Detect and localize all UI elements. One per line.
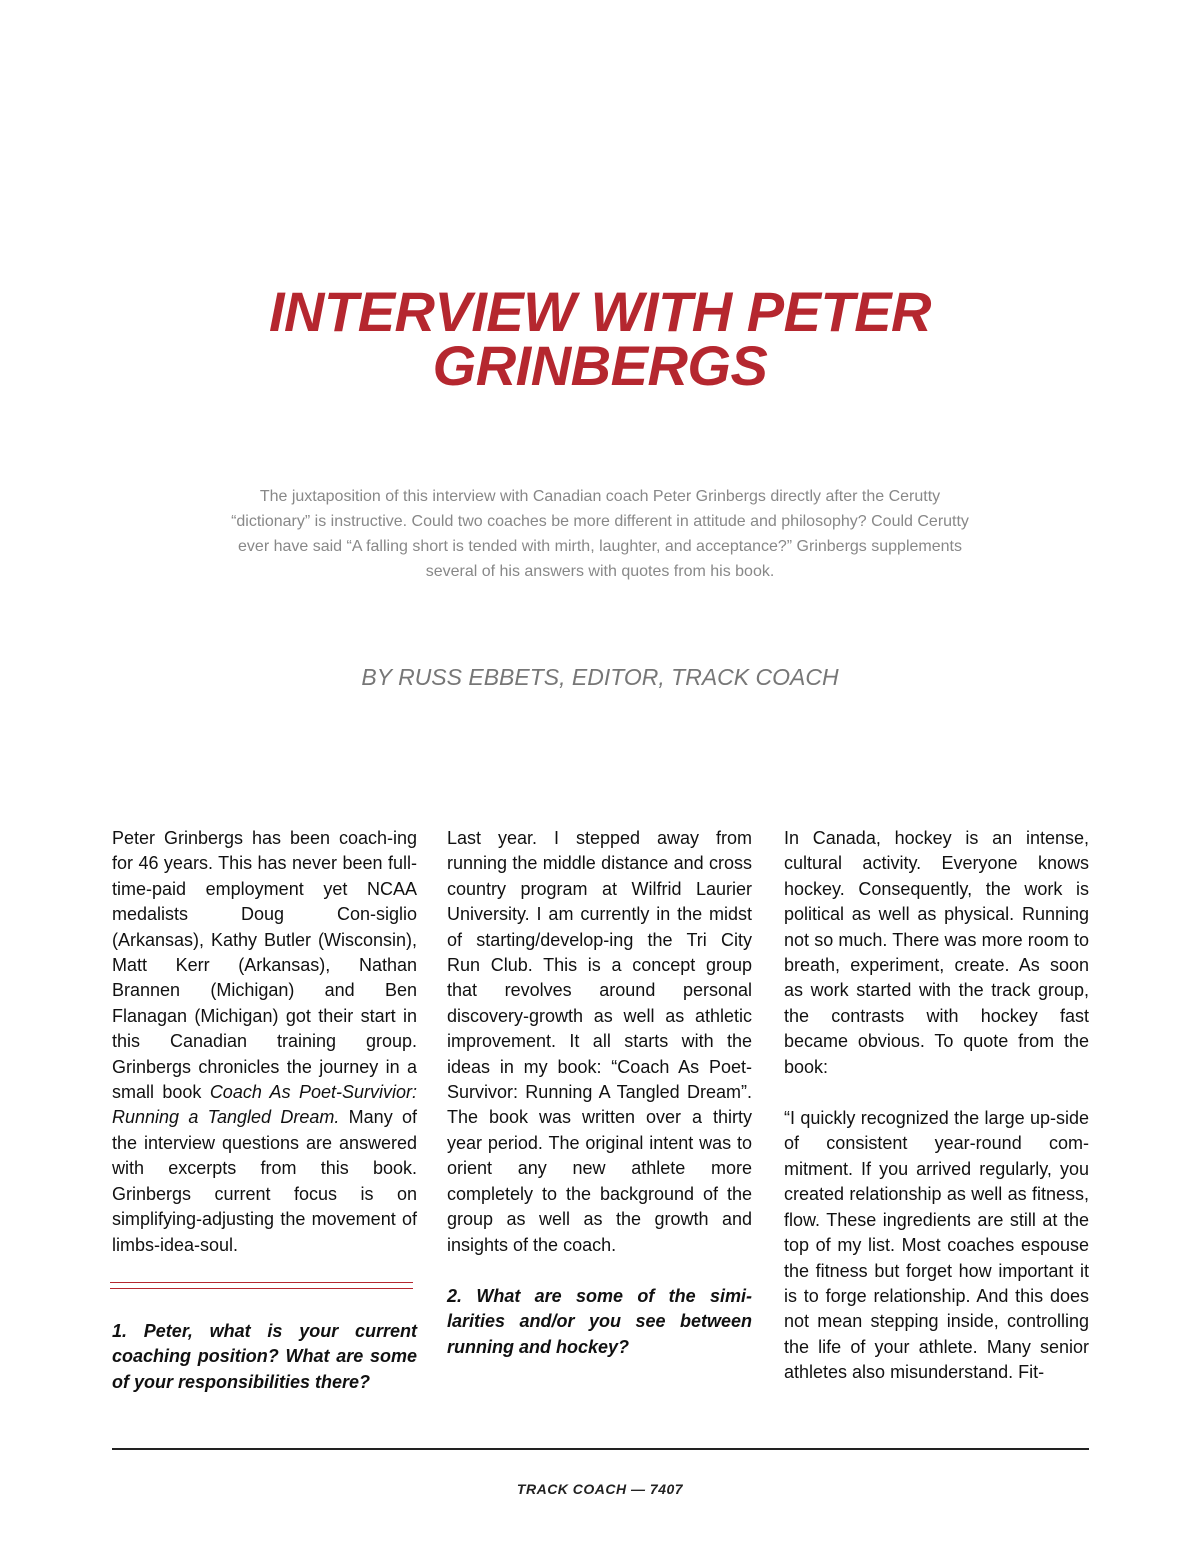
section-divider [110, 1282, 413, 1289]
article-title: INTERVIEW WITH PETER GRINBERGS [269, 280, 931, 397]
question-2: 2. What are some of the simi-larities and/or you see between running and hockey? [447, 1285, 752, 1357]
page-footer: TRACK COACH — 7407 [516, 1481, 684, 1497]
byline: BY RUSS EBBETS, EDITOR, TRACK COACH [361, 664, 839, 690]
bio-text-start: Peter Grinbergs has been coach-ing for 46 years. This has never been full-time-paid employment yet NCAA medalists Doug Con-siglio (Arkansas), Kathy Butler (Wisconsin), Matt Kerr (Arkansas), Nathan Brannen (Michigan) and Ben Flanagan (Michigan) got their start in this Canadian training group. Grinbergs chronicles the journey in a small book [112, 828, 417, 1103]
column-1 [112, 826, 417, 1395]
column-2 [447, 826, 752, 1360]
bio-text-end: Many of the interview questions are answered with excerpts from this book. Grinbergs current focus is on simplifying-adjusting the movement of limbs-idea-soul. [112, 1107, 417, 1255]
answer-2-paragraph: In Canada, hockey is an intense, cultural activity. Everyone knows hockey. Consequently, the work is political as well as physical. Running not so much. There was more room to breath, experiment, create. As soon as work started with the track group, the contrasts with hockey fast became obvious. To quote from the book: [784, 828, 1089, 1077]
footer-rule [112, 1448, 1089, 1450]
question-1: 1. Peter, what is your current coaching position? What are some of your responsibilities there? [112, 1320, 417, 1392]
book-quote-paragraph: “I quickly recognized the large up-side of consistent year-round com-mitment. If you arrived regularly, you created relationship as well as fitness, flow. These ingredients are still at the top of my list. Most coaches espouse the fitness but forget how important it is to forge relationship. And this does not mean stepping inside, controlling the life of your athlete. Many senior athletes also misunderstand. Fit- [784, 1108, 1089, 1383]
bio-paragraph [112, 826, 417, 1258]
book-title: Coach As Poet-Survivior: Running a Tangled Dream. [112, 1082, 417, 1128]
intro-paragraph: The juxtaposition of this interview with Canadian coach Peter Grinbergs directly after the Cerutty “dictionary” is instructive. Could two coaches be more different in attitude and philosophy? Could Cerutty ever have said “A falling short is tended with mirth, laughter, and acceptance?” Grinbergs supplements several of his answers with quotes from his book. [231, 488, 969, 580]
column-3 [784, 826, 1089, 1386]
answer-1-paragraph: Last year. I stepped away from running the middle distance and cross country program at Wilfrid Laurier University. I am currently in the midst of starting/develop-ing the Tri City Run Club. This is a concept group that revolves around personal discovery-growth as well as athletic improvement. It all starts with the ideas in my book: “Coach As Poet-Survivor: Running A Tangled Dream”. The book was written over a thirty year period. The original intent was to orient any new athlete more completely to the background of the group as well as the growth and insights of the coach. [447, 828, 752, 1255]
